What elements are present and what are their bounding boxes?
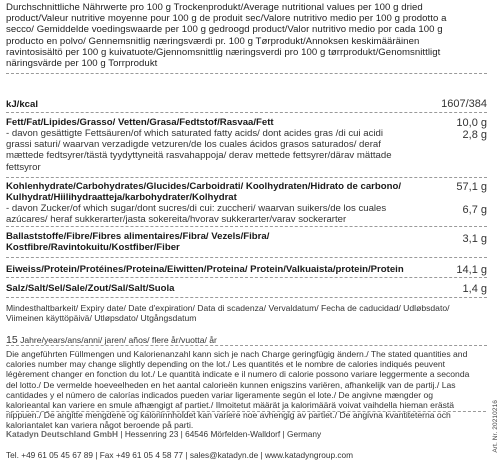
shelf-life-text: Mindesthaltbarkeit/ Expiry date/ Date d'expiration/ Data di scadenza/ Vervaldatum/ Fecha de caducidad/ Udløbsdato/ Viimeinen käyttöpäivä/ Utløpsdato/ Utgångsdatum bbox=[6, 303, 450, 324]
saturated-fat-value: 2,8 g bbox=[462, 129, 487, 141]
company-fax: +49 61 05 4 58 77 bbox=[115, 450, 184, 460]
company-email: sales@katadyn.de bbox=[189, 450, 259, 460]
fat-value: 10,0 g bbox=[456, 117, 487, 129]
company-name: Katadyn Deutschland GmbH bbox=[6, 429, 119, 439]
nutrition-header: Durchschnittliche Nährwerte pro 100 g Trockenprodukt/Average nutritional values per 100 g dried product/Valeur nutritive moyenne pour 100 g de produit sec/Valore nutritivo medio per 100 g prodotto a secco/ Gemiddelde voedingswaarde per 100 g gedroogd product/Valor nutritivo medio por cada 100 g producto en polvo/ Gennemsnitlig næringsværdi pr. 100 g Tørprodukt/Annoksen keskimääräinen ravintosisältö per 100 g kuivatuote/Gjennomsnittlig næringsverdi pro 100 g tørrprodukt/Genomsnittligt näringsvärde per 100 g Torrprodukt bbox=[6, 2, 447, 70]
salt-value: 1,4 g bbox=[462, 283, 487, 295]
divider bbox=[6, 257, 487, 258]
energy-label: kJ/kcal bbox=[6, 99, 39, 110]
divider bbox=[6, 411, 486, 412]
company-address-line: Katadyn Deutschland GmbH | Hessenring 23 | 64546 Mörfelden-Walldorf | Germany bbox=[6, 429, 322, 439]
sugar-label: - davon Zucker/of which sugar/dont sucres/di cui: zuccheri/ waarvan suikers/de los cuales azúcares/ heraf sukkerarter/jasta sokereita/hvorav sukkerarter/varav sockerarter bbox=[6, 203, 387, 226]
divider bbox=[6, 73, 487, 74]
divider bbox=[6, 345, 487, 346]
energy-value: 1607/384 bbox=[441, 98, 487, 110]
divider bbox=[6, 112, 487, 113]
company-address: Hessenring 23 | 64546 Mörfelden-Walldorf | Germany bbox=[124, 429, 322, 439]
divider bbox=[6, 297, 487, 298]
divider bbox=[6, 277, 487, 278]
shelf-life-years: 15 bbox=[6, 334, 18, 346]
carbohydrates-value: 57,1 g bbox=[456, 181, 487, 193]
fibre-label: Ballaststoffe/Fibre/Fibres alimentaires/Fibra/ Vezels/Fibra/ Kostfibre/Ravintokuitu/Kostfiber/Fiber bbox=[6, 231, 270, 254]
shelf-life-years-text: Jahre/years/ans/anni/ jaren/ años/ flere år/vuotta/ år bbox=[20, 335, 217, 345]
divider bbox=[6, 177, 487, 178]
fibre-value: 3,1 g bbox=[462, 233, 487, 245]
disclaimer-text: Die angeführten Füllmengen und Kalorienanzahl kann sich je nach Charge geringfügig ändern./ The stated quantities and calories number may change slightly depending on the lot./ Les quantités et le nombre de calories indiqués peuvent légèrement changer en fonction du lot./ Le quantità indicate e il numero di calorie possono variare leggermente a seconda del lotto./ De vermelde hoeveelheden en het aantal calorieën kunnen enigszins variëren, afhankelijk van de partij./ Las cantidades y el número de calorías indicados pueden variar ligeramente según el lote./ De angivne mængder og kalorieantal kan variere en smule afhængigt af partiet./ Ilmoitetut määrät ja kalorimäärä voivat vaihdella hieman erästä riippuen./ De angitte mengdene og kaloriinnholdet kan variere noe avhengig av partiet./ De angivna kvantiteterna och kaloriantalet kan variera något beroende på parti. bbox=[6, 349, 470, 431]
sugar-value: 6,7 g bbox=[462, 204, 487, 216]
company-contact-line: Tel. +49 61 05 45 67 89 | Fax +49 61 05 4 58 77 | sales@katadyn.de | www.katadyngroup.com bbox=[6, 450, 354, 460]
company-website: www.katadyngroup.com bbox=[264, 450, 354, 460]
divider bbox=[6, 226, 487, 227]
protein-label: Eiweiss/Protein/Protéines/Proteina/Eiwitten/Proteina/ Protein/Valkuaista/protein/Protein bbox=[6, 264, 404, 275]
article-number: Art. Nr. 20210216 bbox=[492, 400, 499, 453]
carbohydrates-label: Kohlenhydrate/Carbohydrates/Glucides/Carboidrati/ Koolhydraten/Hidrato de carbono/ Kulhydrat/Hiilihydraatteja/karbohydrater/Kolhydrat bbox=[6, 181, 402, 204]
fat-label: Fett/Fat/Lipides/Grasso/ Vetten/Grasa/Fedtstof/Rasvaa/Fett bbox=[6, 117, 274, 128]
saturated-fat-label: - davon gesättigte Fettsäuren/of which saturated fatty acids/ dont acides gras /di cui acidi grassi saturi/ waarvan verzadigde vetzuren/de los cuales ácidos grasos saturados/ deraf mættede fedtsyrer/tästä tyydyttyneitä rasvahappoja/ derav mettede fettsyrer/därav mättade fettsyror bbox=[6, 128, 392, 173]
salt-label: Salz/Salt/Sel/Sale/Zout/Sal/Salt/Suola bbox=[6, 283, 175, 294]
company-phone: +49 61 05 45 67 89 bbox=[21, 450, 93, 460]
protein-value: 14,1 g bbox=[456, 264, 487, 276]
